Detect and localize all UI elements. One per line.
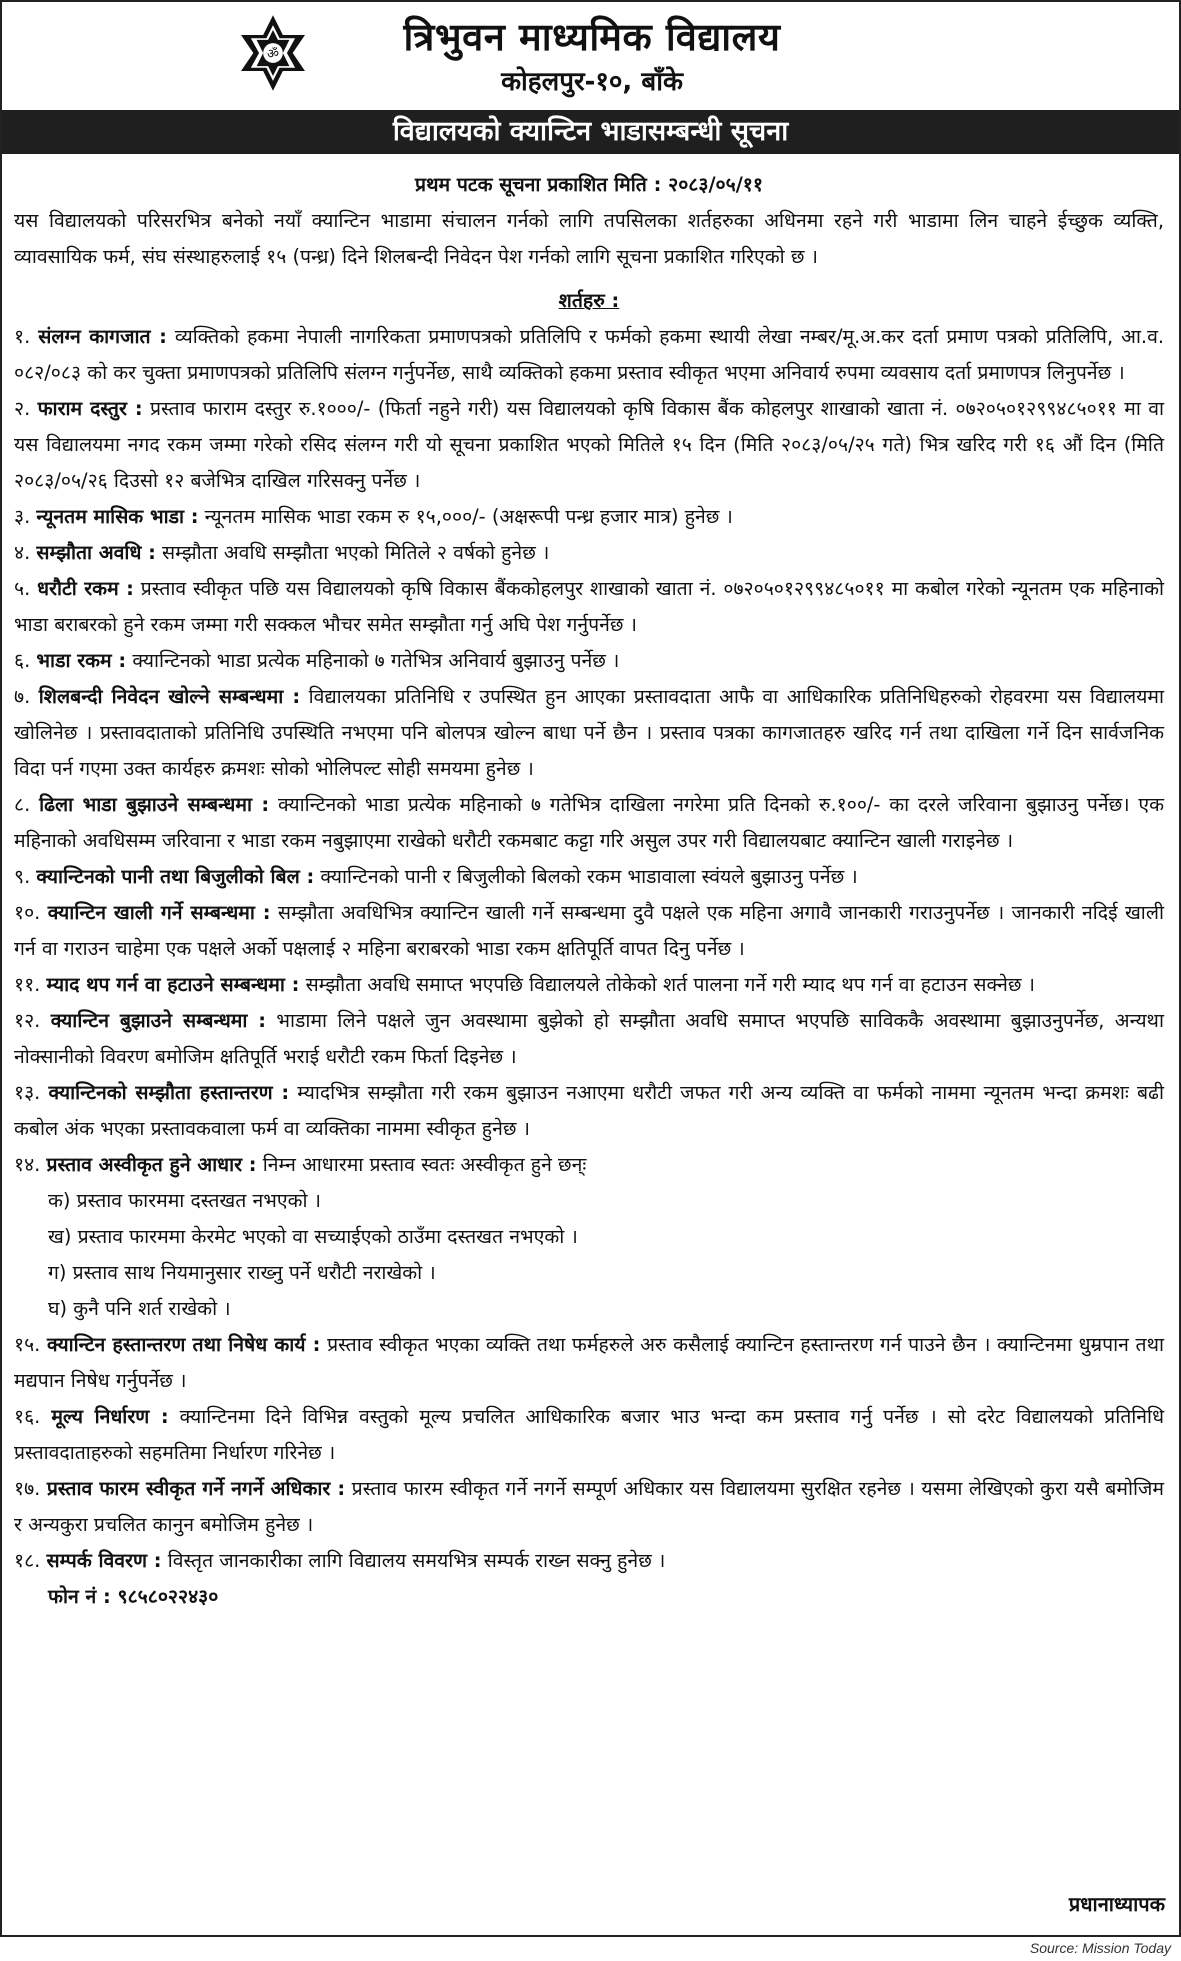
clause-text: सम्झौता अवधि समाप्त भएपछि विद्यालयले तोकेको शर्त पालना गर्ने गरी म्याद थप गर्न वा हटाउन सक्नेछ ।	[305, 973, 1036, 996]
clause-number: १३.	[14, 1081, 41, 1104]
sub-item: ख) प्रस्ताव फारममा केरमेट भएको वा सच्याईएको ठाउँमा दस्तखत नभएको ।	[48, 1225, 578, 1248]
notice-body	[14, 167, 1164, 1615]
clause-item	[14, 1147, 1164, 1183]
clause-number: ७.	[14, 685, 31, 708]
clause-number: ४.	[14, 541, 31, 564]
clause-item	[14, 1075, 1164, 1147]
header	[2, 2, 1179, 110]
clause-label: धरौटी रकम :	[37, 577, 134, 600]
clause-number: ११.	[14, 973, 41, 996]
clause-text: म्यादभित्र सम्झौता गरी रकम बुझाउन नआएमा धरौटी जफत गरी अन्य व्यक्ति वा फर्मको नाममा न्यूनतम भन्दा क्रमशः बढी कबोल अंक भएका प्रस्तावकवाला फर्म वा व्यक्तिका नाममा स्वीकृत हुनेछ ।	[14, 1081, 1164, 1140]
school-address: कोहलपुर-१०, बाँके	[501, 67, 683, 97]
clause-number: ८.	[14, 793, 31, 816]
clause-list	[14, 319, 1164, 1183]
clause-item	[14, 1327, 1164, 1399]
clause-item	[14, 319, 1164, 391]
intro-paragraph: यस विद्यालयको परिसरभित्र बनेको नयाँ क्यान्टिन भाडामा संचालन गर्नको लागि तपसिलका शर्तहरुका अधिनमा रहने गरी भाडामा लिन चाहने ईच्छुक व्यक्ति, व्यावसायिक फर्म, संघ संस्थाहरुलाई १५ (पन्ध्र) दिने शिलबन्दी निवेदन पेश गर्नको लागि सूचना प्रकाशित गरिएको छ ।	[14, 209, 1164, 268]
signature-title: प्रधानाध्यापक	[1068, 1892, 1165, 1916]
clause-text: न्यूनतम मासिक भाडा रकम रु १५,०००/- (अक्षरूपी पन्ध्र हजार मात्र) हुनेछ ।	[204, 505, 733, 528]
clause-label: भाडा रकम :	[36, 649, 127, 672]
clause-number: १४.	[14, 1153, 41, 1176]
clause-number: १२.	[14, 1009, 41, 1032]
clause-text: प्रस्ताव स्वीकृत पछि यस विद्यालयको कृषि विकास बैंककोहलपुर शाखाको खाता नं. ०७२०५०१२९९४८५०११ मा कबोल गरेको न्यूनतम एक महिनाको भाडा बराबरको हुने रकम जम्मा गरी सक्कल भौचर समेत सम्झौता गर्नु अघि पेश गर्नुपर्नेछ ।	[14, 577, 1165, 636]
clause-label: फाराम दस्तुर :	[37, 397, 143, 420]
publish-date: प्रथम पटक सूचना प्रकाशित मिति : २०८३/०५/११	[415, 173, 763, 196]
svg-text:ॐ: ॐ	[267, 46, 279, 62]
clause-number: १०.	[14, 901, 41, 924]
clause-item	[14, 499, 1164, 535]
clause-text: प्रस्ताव फारम स्वीकृत गर्ने नगर्ने सम्पूर्ण अधिकार यस विद्यालयमा सुरक्षित रहनेछ । यसमा लेखिएको कुरा यसै बमोजिम र अन्यकुरा प्रचलित कानुन बमोजिम हुनेछ ।	[14, 1477, 1164, 1536]
clause-text: क्यान्टिनको पानी र बिजुलीको बिलको रकम भाडावाला स्वंयले बुझाउनु पर्नेछ ।	[320, 865, 858, 888]
clause-item	[14, 895, 1164, 967]
conditions-heading-text: शर्तहरु :	[558, 289, 620, 312]
nepal-government-star-emblem-icon	[232, 12, 314, 94]
clause-item	[14, 1399, 1164, 1471]
clause-list-continued	[14, 1327, 1164, 1579]
clause-text: सम्झौता अवधिभित्र क्यान्टिन खाली गर्ने सम्बन्धमा दुवै पक्षले एक महिना अगावै जानकारी गराउनुपर्नेछ । जानकारी नदिई खाली गर्न वा गराउन चाहेमा एक पक्षले अर्को पक्षलाई २ महिना बराबरको भाडा रकम क्षतिपूर्ति वापत दिनु पर्नेछ ।	[14, 901, 1164, 960]
clause-item	[14, 1003, 1164, 1075]
clause-number: १७.	[14, 1477, 41, 1500]
notice-title-banner: विद्यालयको क्यान्टिन भाडासम्बन्धी सूचना	[2, 110, 1179, 154]
clause-item	[14, 1543, 1164, 1579]
school-name: त्रिभुवन माध्यमिक विद्यालय	[403, 15, 781, 59]
sub-item: क) प्रस्ताव फारममा दस्तखत नभएको ।	[48, 1189, 322, 1212]
clause-text: विद्यालयका प्रतिनिधि र उपस्थित हुन आएका प्रस्तावदाता आफै वा आधिकारिक प्रतिनिधिहरुको रोहवरमा यस विद्यालयमा खोलिनेछ । प्रस्तावदाताको प्रतिनिधि उपस्थिति नभएमा पनि बोलपत्र खोल्न बाधा पर्ने छैन । प्रस्ताव पत्रका कागजातहरु खरिद गर्न तथा दाखिला गर्ने दिन सार्वजनिक विदा पर्न गएमा उक्त कार्यहरु क्रमशः सोको भोलिपल्ट सोही समयमा हुनेछ ।	[14, 685, 1164, 780]
clause-item	[14, 967, 1164, 1003]
clause-text: क्यान्टिनको भाडा प्रत्येक महिनाको ७ गतेभित्र अनिवार्य बुझाउनु पर्नेछ ।	[132, 649, 620, 672]
clause-item	[14, 787, 1164, 859]
clause-label: प्रस्ताव फारम स्वीकृत गर्ने नगर्ने अधिकार :	[46, 1477, 346, 1500]
clause-number: ३.	[14, 505, 31, 528]
clause-text: निम्न आधारमा प्रस्ताव स्वतः अस्वीकृत हुने छन्ः	[262, 1153, 587, 1176]
clause-label: क्यान्टिनको पानी तथा बिजुलीको बिल :	[36, 865, 315, 888]
clause-number: ६.	[14, 649, 31, 672]
clause-label: मूल्य निर्धारण :	[51, 1405, 169, 1428]
clause-label: शिलबन्दी निवेदन खोल्ने सम्बन्धमा :	[38, 685, 301, 708]
clause-text: क्यान्टिनमा दिने विभिन्न वस्तुको मूल्य प्रचलित आधिकारिक बजार भाउ भन्दा कम प्रस्ताव गर्नु पर्नेछ । सो दरेट विद्यालयको प्रतिनिधि प्रस्तावदाताहरुको सहमतिमा निर्धारण गरिनेछ ।	[14, 1405, 1164, 1464]
sub-item: ग) प्रस्ताव साथ नियमानुसार राख्नु पर्ने धरौटी नराखेको ।	[48, 1261, 436, 1284]
source-credit: Source: Mission Today	[1029, 1940, 1171, 1956]
sub-item-list	[14, 1183, 1164, 1327]
clause-label: क्यान्टिन हस्तान्तरण तथा निषेध कार्य :	[46, 1333, 321, 1356]
clause-number: ५.	[14, 577, 31, 600]
clause-label: क्यान्टिनको सम्झौता हस्तान्तरण :	[48, 1081, 290, 1104]
clause-number: १८.	[14, 1549, 41, 1572]
clause-label: प्रस्ताव अस्वीकृत हुने आधार :	[46, 1153, 257, 1176]
clause-item	[14, 679, 1164, 787]
clause-label: सम्झौता अवधि :	[36, 541, 156, 564]
sub-item: घ) कुनै पनि शर्त राखेको ।	[48, 1297, 231, 1320]
clause-text: प्रस्ताव फाराम दस्तुर रु.१०००/- (फिर्ता नहुने गरी) यस विद्यालयको कृषि विकास बैंक कोहलपुर शाखाको खाता नं. ०७२०५०१२९९४८५०११ मा वा यस विद्यालयमा नगद रकम जम्मा गरेको रसिद संलग्न गरी यो सूचना प्रकाशित भएको मितिले १५ दिन (मिति २०८३/०५/२५ गते) भित्र खरिद गरी १६ औं दिन (मिति २०८३/०५/२६ दिउसो १२ बजेभित्र दाखिल गरिसक्नु पर्नेछ ।	[14, 397, 1164, 492]
clause-text: व्यक्तिको हकमा नेपाली नागरिकता प्रमाणपत्रको प्रतिलिपि र फर्मको हकमा स्थायी लेखा नम्बर/मू.अ.कर दर्ता प्रमाण पत्रको प्रतिलिपि, आ.व. ०८२/०८३ को कर चुक्ता प्रमाणपत्रको प्रतिलिपि संलग्न गर्नुपर्नेछ, साथै व्यक्तिको हकमा प्रस्ताव स्वीकृत भएमा अनिवार्य रुपमा व्यवसाय दर्ता प्रमाणपत्र लिनुपर्नेछ ।	[14, 325, 1165, 384]
clause-item	[14, 571, 1164, 643]
clause-item	[14, 859, 1164, 895]
clause-text: सम्झौता अवधि सम्झौता भएको मितिले २ वर्षको हुनेछ ।	[162, 541, 550, 564]
clause-text: प्रस्ताव स्वीकृत भएका व्यक्ति तथा फर्महरुले अरु कसैलाई क्यान्टिन हस्तान्तरण गर्न पाउने छैन । क्यान्टिनमा धुम्रपान तथा मद्यपान निषेध गर्नुपर्नेछ ।	[14, 1333, 1165, 1392]
clause-item	[14, 391, 1164, 499]
clause-label: म्याद थप गर्न वा हटाउने सम्बन्धमा :	[46, 973, 300, 996]
clause-text: भाडामा लिने पक्षले जुन अवस्थामा बुझेको हो सम्झौता अवधि समाप्त भएपछि साविककै अवस्थामा बुझाउनुपर्नेछ, अन्यथा नोक्सानीको विवरण बमोजिम क्षतिपूर्ति भराई धरौटी रकम फिर्ता दिइनेछ ।	[14, 1009, 1164, 1068]
clause-item	[14, 535, 1164, 571]
phone-number: फोन नं : ९८५८०२२४३०	[48, 1585, 219, 1608]
clause-label: न्यूनतम मासिक भाडा :	[36, 505, 199, 528]
clause-label: सम्पर्क विवरण :	[46, 1549, 162, 1572]
clause-label: क्यान्टिन बुझाउने सम्बन्धमा :	[50, 1009, 267, 1032]
clause-text: क्यान्टिनको भाडा प्रत्येक महिनाको ७ गतेभित्र दाखिला नगरेमा प्रति दिनको रु.१००/- का दरले जरिवाना बुझाउनु पर्नेछ। एक महिनाको अवधिसम्म जरिवाना र भाडा रकम नबुझाएमा राखेको धरौटी रकमबाट कट्टा गरि असुल उपर गरी विद्यालयबाट क्यान्टिन खाली गराइनेछ ।	[14, 793, 1165, 852]
clause-label: संलग्न कागजात :	[38, 325, 167, 348]
clause-item	[14, 1471, 1164, 1543]
clause-number: १.	[14, 325, 31, 348]
clause-text: विस्तृत जानकारीका लागि विद्यालय समयभित्र सम्पर्क राख्न सक्नु हुनेछ ।	[167, 1549, 666, 1572]
clause-item	[14, 643, 1164, 679]
clause-number: २.	[14, 397, 31, 420]
clause-number: १६.	[14, 1405, 41, 1428]
clause-number: १५.	[14, 1333, 41, 1356]
clause-label: क्यान्टिन खाली गर्ने सम्बन्धमा :	[47, 901, 271, 924]
clause-label: ढिला भाडा बुझाउने सम्बन्धमा :	[39, 793, 270, 816]
clause-number: ९.	[14, 865, 31, 888]
conditions-heading	[14, 283, 1164, 319]
